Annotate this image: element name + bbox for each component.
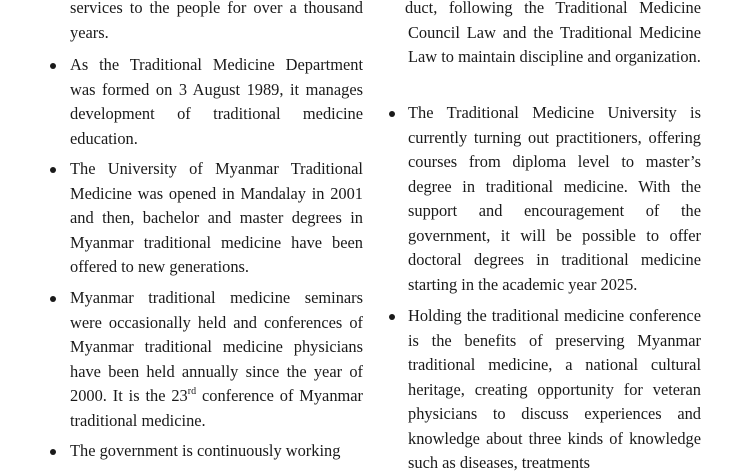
left-paragraph-3-text-end: conference of Myanmar traditional medicine. [70, 386, 363, 430]
right-paragraph-continued: duct, following the Traditional Medicine Council Law and the Traditional Medicine Law to maintain discipline and organization. [405, 0, 701, 66]
left-bullet-paragraph-4: The government is continuously working [70, 441, 341, 460]
left-bullet-paragraph-2: The University of Myanmar Traditional Medicine was opened in Mandalay in 2001 and then, bachelor and master degrees in Myanmar traditional medicine have been offered to new generations. [70, 159, 363, 276]
bullet-icon [50, 167, 56, 173]
bullet-icon [389, 111, 395, 117]
left-paragraph-3-text: Myanmar traditional medicine seminars were occasionally held and conferences of Myanmar traditional medicine physicians have been held annually since the year of 2000. It is the 23 [70, 288, 363, 405]
right-bullet-paragraph-2: Holding the traditional medicine conference is the benefits of preserving Myanmar traditional medicine, a national cultural heritage, creating opportunity for veteran physicians to discuss experiences and knowledge about three kinds of knowledge such as diseases, treatments [408, 306, 701, 472]
right-bullet-paragraph-1: The Traditional Medicine University is currently turning out practitioners, offering courses from diploma level to master’s degree in traditional medicine. With the support and encouragement of the government, it will be possible to offer doctoral degrees in traditional medicine starting in the academic year 2025. [408, 103, 701, 294]
bullet-icon [50, 296, 56, 302]
bullet-icon [389, 314, 395, 320]
ordinal-suffix: rd [187, 385, 197, 397]
bullet-icon [50, 449, 56, 455]
left-paragraph-continued: services to the people for over a thousand years. [70, 0, 363, 42]
left-bullet-paragraph-3 [70, 286, 363, 433]
bullet-icon [50, 63, 56, 69]
left-bullet-paragraph-1: As the Traditional Medicine Department was formed on 3 August 1989, it manages development of traditional medicine education. [70, 55, 363, 148]
